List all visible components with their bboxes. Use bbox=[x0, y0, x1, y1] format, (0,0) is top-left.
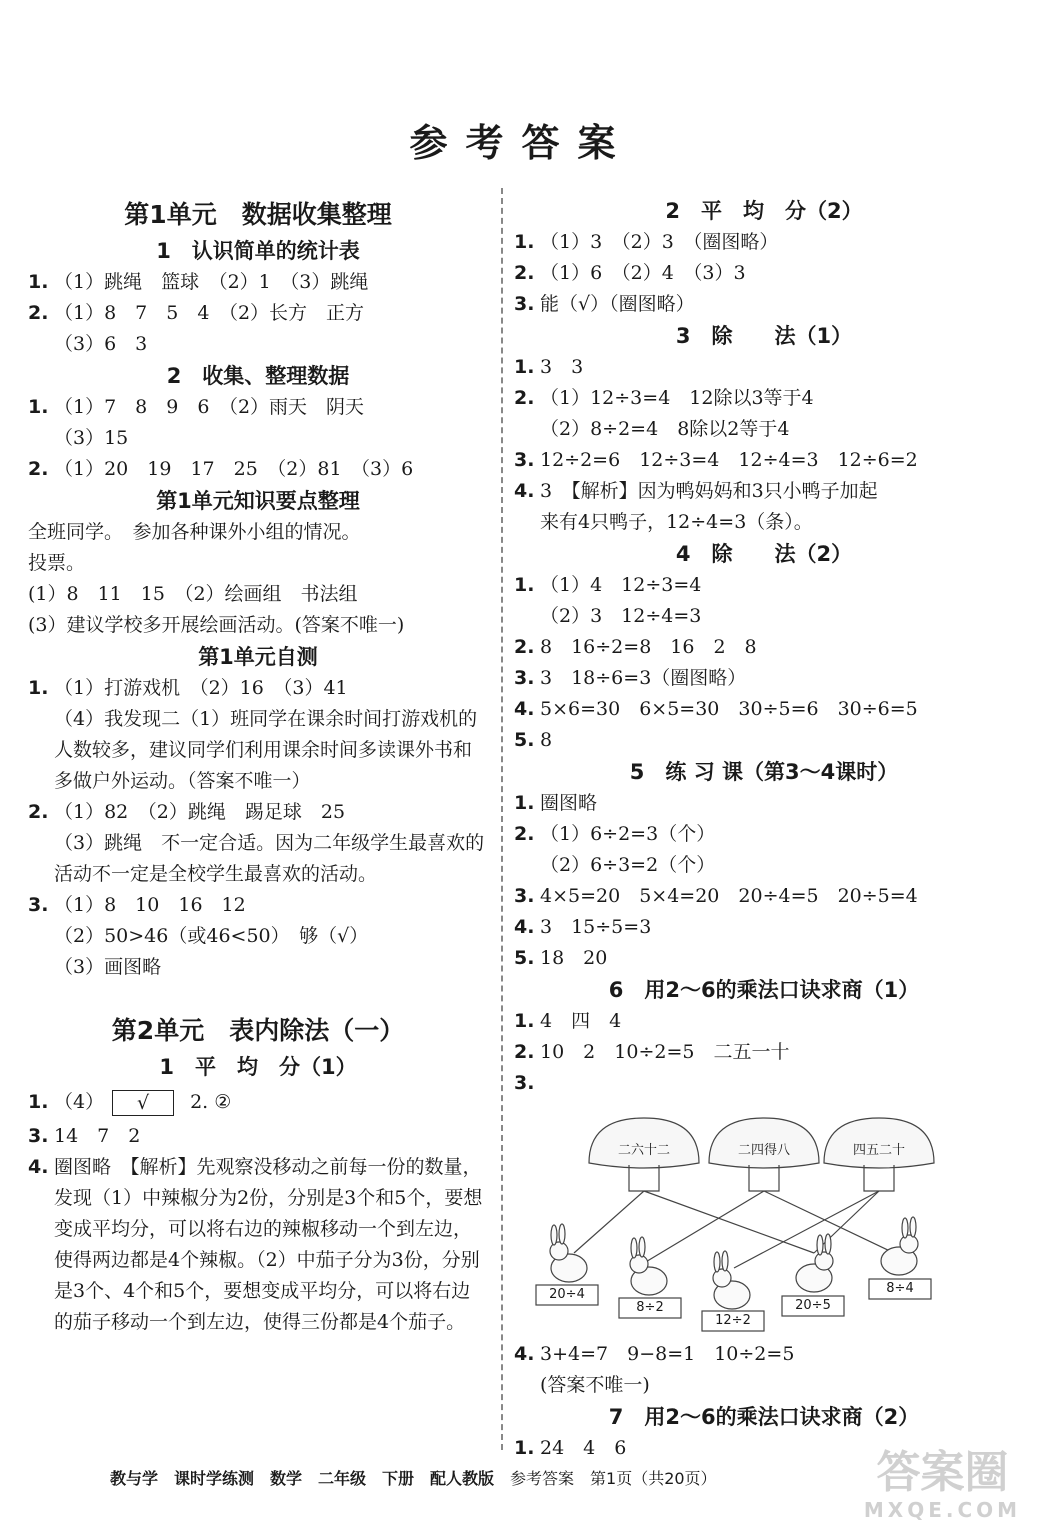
card-label: 8÷4 bbox=[886, 1281, 914, 1296]
answer-row: 2. 10 2 10÷2=5 二五一十 bbox=[514, 1041, 790, 1063]
answer-row: （2）3 12÷4=3 bbox=[540, 605, 702, 627]
answer-row: 1. 圈图略 bbox=[514, 792, 598, 814]
answer-row: 1. 4 四 4 bbox=[514, 1010, 622, 1032]
answer-row: 来有4只鸭子，12÷4=3（条）。 bbox=[540, 511, 813, 533]
section-title: 2 收集、整理数据 bbox=[166, 364, 350, 388]
answer-row: 1. （1）7 8 9 6 （2）雨天 阴天 bbox=[28, 396, 365, 418]
section-title: 第1单元自测 bbox=[198, 645, 318, 669]
answer-row: （2）8÷2=4 8除以2等于4 bbox=[540, 418, 790, 440]
answer-row: 全班同学。 参加各种课外小组的情况。 bbox=[28, 521, 361, 543]
section-title: 5 练 习 课（第3～4课时） bbox=[629, 760, 899, 784]
answer-row: （3）跳绳 不一定合适。因为二年级学生最喜欢的活动不一定是全校学生最喜欢的活动。 bbox=[54, 832, 485, 885]
section-title: 第1单元知识要点整理 bbox=[156, 489, 360, 513]
answer-row: 5. 18 20 bbox=[514, 947, 608, 969]
watermark-logo bbox=[860, 1448, 1025, 1528]
answer-row: 4. 圈图略 【解析】先观察没移动之前每一份的数量，发现（1）中辣椒分为2份，分别是3个和5个，要想变成平均分，可以将右边的辣椒移动一个到左边，使得两边都是4个辣椒。（2）中茄子分为3份，分别是3个、4个和5个，要想变成平均分，可以将右边的茄子移动一个到左边，使得三份都是4个茄子。 bbox=[28, 1156, 483, 1333]
answer-row: (1）8 11 15 （2）绘画组 书法组 bbox=[28, 583, 358, 605]
answer-row: 2. （1）6 （2）4 （3）3 bbox=[514, 262, 746, 284]
card-label: 12÷2 bbox=[715, 1313, 751, 1328]
answer-row: 1. 24 4 6 bbox=[514, 1437, 627, 1459]
answer-row: 2. （1）82 （2）跳绳 踢足球 25 bbox=[28, 801, 346, 823]
mushroom-label: 二四得八 bbox=[737, 1143, 790, 1158]
answer-row: 2. 8 16÷2=8 16 2 8 bbox=[514, 636, 757, 658]
answer-row: 4. 3 【解析】因为鸭妈妈和3只小鸭子加起 bbox=[514, 480, 878, 502]
page-title: 参考答案 bbox=[409, 121, 634, 165]
mushroom-label: 四五二十 bbox=[852, 1143, 905, 1158]
page-footer bbox=[110, 1466, 910, 1489]
answer-row: 2. （1）20 19 17 25 （2）81 （3）6 bbox=[28, 458, 414, 480]
watermark-text: 答案圈 bbox=[876, 1447, 1009, 1498]
unit-heading: 第2单元 表内除法（一） bbox=[111, 1016, 405, 1045]
answer-row: （3）6 3 bbox=[54, 333, 148, 355]
answer-row: 4. 3+4=7 9−8=1 10÷2=5 bbox=[514, 1343, 795, 1365]
footer-page-info: 参考答案 第1页（共20页） bbox=[494, 1469, 717, 1488]
answer-row: （3）画图略 bbox=[54, 956, 162, 978]
answer-row: 3. 3 18÷6=3（圈图略） bbox=[514, 667, 747, 689]
card-label: 8÷2 bbox=[636, 1300, 664, 1315]
answer-row: 5. 8 bbox=[514, 729, 553, 751]
answer-row: 3. bbox=[514, 1072, 535, 1094]
matching-figure bbox=[514, 1103, 984, 1333]
answer-row: 4. 5×6=30 6×5=30 30÷5=6 30÷6=5 bbox=[514, 698, 918, 720]
check-box: √ bbox=[112, 1090, 174, 1116]
answer-row: 1. （1）4 12÷3=4 bbox=[514, 574, 702, 596]
answer-row: 投票。 bbox=[28, 552, 86, 574]
section-title: 4 除 法（2） bbox=[675, 542, 853, 566]
section-title: 7 用2～6的乘法口诀求商（2） bbox=[608, 1405, 920, 1429]
column-divider bbox=[501, 188, 503, 1450]
answer-row: 1. （1）跳绳 篮球 （2）1 （3）跳绳 bbox=[28, 271, 369, 293]
answer-row: （4）我发现二（1）班同学在课余时间打游戏机的人数较多，建议同学们利用课余时间多读课外书和多做户外运动。（答案不唯一） bbox=[54, 708, 478, 792]
section-title: 2 平 均 分（2） bbox=[665, 199, 863, 223]
answer-row: 4. 3 15÷5=3 bbox=[514, 916, 652, 938]
answer-row: （2）6÷3=2（个） bbox=[540, 854, 716, 876]
section-title: 3 除 法（1） bbox=[675, 324, 853, 348]
answer-row: 2. （1）12÷3=4 12除以3等于4 bbox=[514, 387, 814, 409]
right-column bbox=[514, 195, 1014, 1464]
answer-row: 3. 14 7 2 bbox=[28, 1125, 141, 1147]
answer-row: 2. （1）6÷2=3（个） bbox=[514, 823, 716, 845]
card-label: 20÷5 bbox=[795, 1298, 831, 1313]
watermark-url: MXQE.COM bbox=[863, 1498, 1022, 1522]
unit-heading: 第1单元 数据收集整理 bbox=[124, 200, 392, 229]
answer-row: 1. （1）3 （2）3 （圈图略） bbox=[514, 231, 779, 253]
answer-row: 3. 能（√）（圈图略） bbox=[514, 293, 695, 315]
section-title: 1 认识简单的统计表 bbox=[156, 239, 360, 263]
section-title: 6 用2～6的乘法口诀求商（1） bbox=[608, 978, 920, 1002]
footer-brand: 教与学 课时学练测 数学 二年级 下册 配人教版 bbox=[110, 1469, 495, 1488]
answer-row: (3）建议学校多开展绘画活动。(答案不唯一) bbox=[28, 614, 405, 636]
left-column bbox=[28, 195, 488, 1338]
answer-row: 1. 3 3 bbox=[514, 356, 584, 378]
answer-row: 1. （4） √ 2. ② bbox=[28, 1091, 232, 1114]
answer-row: 3. （1）8 10 16 12 bbox=[28, 894, 246, 916]
answer-row: （3）15 bbox=[54, 427, 129, 449]
answer-row: 1. （1）打游戏机 （2）16 （3）41 bbox=[28, 677, 348, 699]
answer-row: 3. 4×5=20 5×4=20 20÷4=5 20÷5=4 bbox=[514, 885, 918, 907]
section-title: 1 平 均 分（1） bbox=[159, 1055, 357, 1079]
card-label: 20÷4 bbox=[549, 1287, 585, 1302]
answer-row: 2. （1）8 7 5 4 （2）长方 正方 bbox=[28, 302, 365, 324]
answer-row: 3. 12÷2=6 12÷3=4 12÷4=3 12÷6=2 bbox=[514, 449, 918, 471]
answer-row: （2）50>46（或46<50） 够（√） bbox=[54, 925, 369, 947]
answer-row: (答案不唯一) bbox=[540, 1374, 650, 1396]
mushroom-label: 二六十二 bbox=[617, 1143, 670, 1158]
